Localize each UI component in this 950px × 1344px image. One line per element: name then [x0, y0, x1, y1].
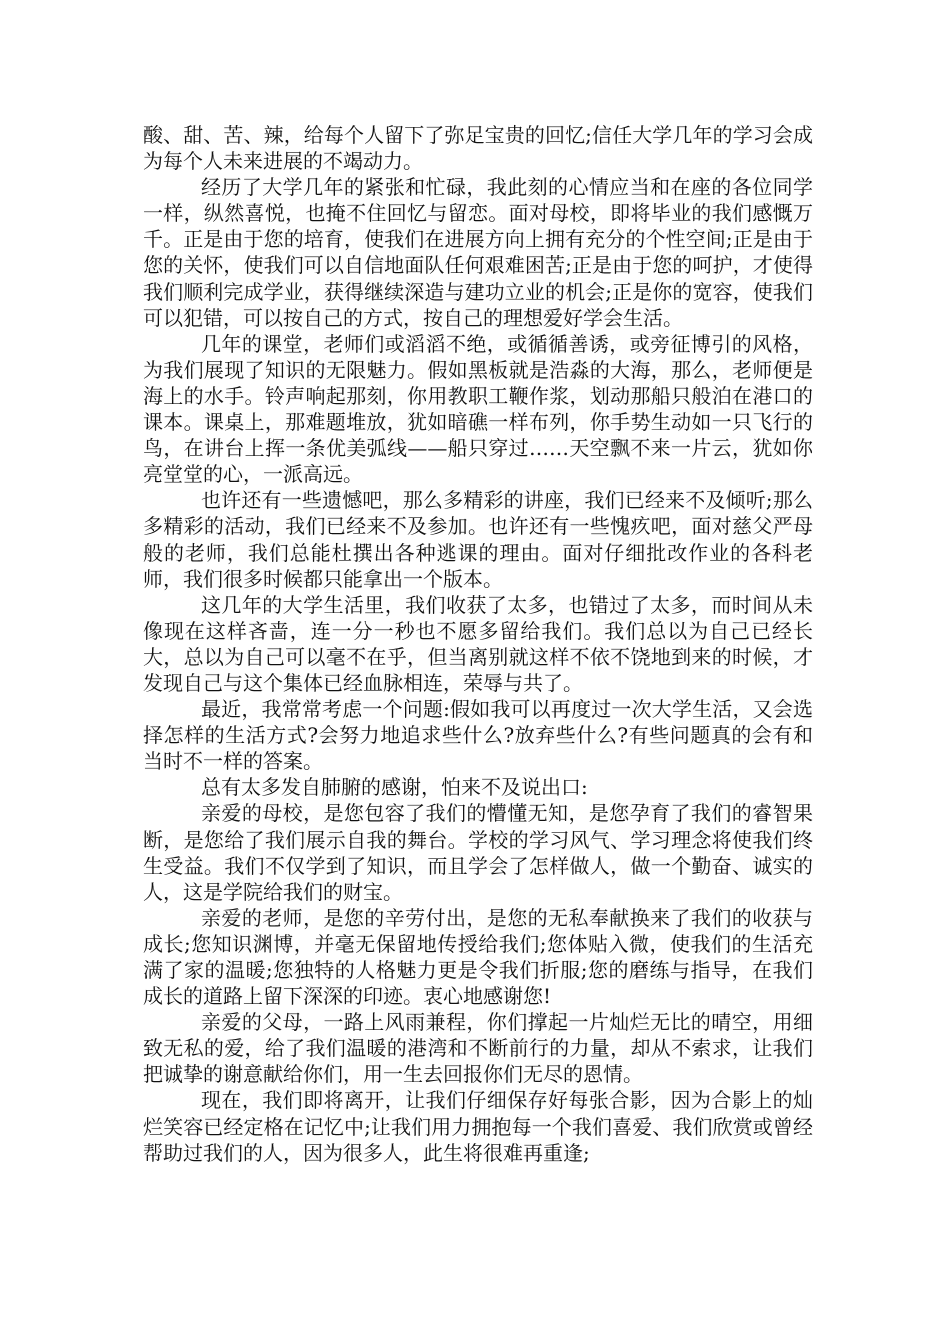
paragraph: 亲爱的父母，一路上风雨兼程，你们撑起一片灿烂无比的晴空，用细致无私的爱，给了我们温暖的港湾和不断前行的力量，却从不索求，让我们把诚挚的谢意献给你们，用一生去回报你们无尽的恩情。 [143, 1010, 813, 1087]
paragraph: 亲爱的老师，是您的辛劳付出，是您的无私奉献换来了我们的收获与成长;您知识渊博，并毫无保留地传授给我们;您体贴入微，使我们的生活充满了家的温暖;您独特的人格魅力更是令我们折服;您的磨练与指导，在我们成长的道路上留下深深的印迹。衷心地感谢您! [143, 905, 813, 1009]
document-body [143, 122, 813, 1166]
paragraph: 最近，我常常考虑一个问题:假如我可以再度过一次大学生活，又会选择怎样的生活方式?会努力地追求些什么?放弃些什么?有些问题真的会有和当时不一样的答案。 [143, 697, 813, 774]
paragraph: 总有太多发自肺腑的感谢，怕来不及说出口: [201, 775, 588, 800]
paragraph: 现在，我们即将离开，让我们仔细保存好每张合影，因为合影上的灿烂笑容已经定格在记忆中;让我们用力拥抱每一个我们喜爱、我们欣赏或曾经帮助过我们的人，因为很多人，此生将很难再重逢; [143, 1088, 813, 1165]
paragraph: 这几年的大学生活里，我们收获了太多，也错过了太多，而时间从未像现在这样吝啬，连一分一秒也不愿多留给我们。我们总以为自己已经长大，总以为自己可以毫不在乎，但当离别就这样不依不饶地到来的时候，才发现自己与这个集体已经血脉相连，荣辱与共了。 [143, 592, 813, 695]
paragraph: 亲爱的母校，是您包容了我们的懵懂无知，是您孕育了我们的睿智果断，是您给了我们展示自我的舞台。学校的学习风气、学习理念将使我们终生受益。我们不仅学到了知识，而且学会了怎样做人，做一个勤奋、诚实的人，这是学院给我们的财宝。 [143, 801, 813, 904]
paragraph: 酸、甜、苦、辣，给每个人留下了弥足宝贵的回忆;信任大学几年的学习会成为每个人未来进展的不竭动力。 [143, 123, 813, 174]
paragraph: 几年的课堂，老师们或滔滔不绝，或循循善诱，或旁征博引的风格，为我们展现了知识的无限魅力。假如黑板就是浩淼的大海，那么，老师便是海上的水手。铃声响起那刻，你用教职工鞭作浆，划动那船只般泊在港口的课本。课桌上，那难题堆放，犹如暗礁一样布列，你手势生动如一只飞行的鸟，在讲台上挥一条优美弧线——船只穿过……天空飘不来一片云，犹如你亮堂堂的心，一派高远。 [143, 331, 813, 487]
paragraph: 也许还有一些遗憾吧，那么多精彩的讲座，我们已经来不及倾听;那么多精彩的活动，我们已经来不及参加。也许还有一些愧疚吧，面对慈父严母般的老师，我们总能杜撰出各种逃课的理由。面对仔细批改作业的各科老师，我们很多时候都只能拿出一个版本。 [143, 488, 813, 591]
paragraph: 经历了大学几年的紧张和忙碌，我此刻的心情应当和在座的各位同学一样，纵然喜悦，也掩不住回忆与留恋。面对母校，即将毕业的我们感慨万千。正是由于您的培育，使我们在进展方向上拥有充分的个性空间;正是由于您的关怀，使我们可以自信地面队任何艰难困苦;正是由于您的呵护，才使得我们顺利完成学业，获得继续深造与建功立业的机会;正是你的宽容，使我们可以犯错，可以按自己的方式，按自己的理想爱好学会生活。 [143, 175, 813, 330]
